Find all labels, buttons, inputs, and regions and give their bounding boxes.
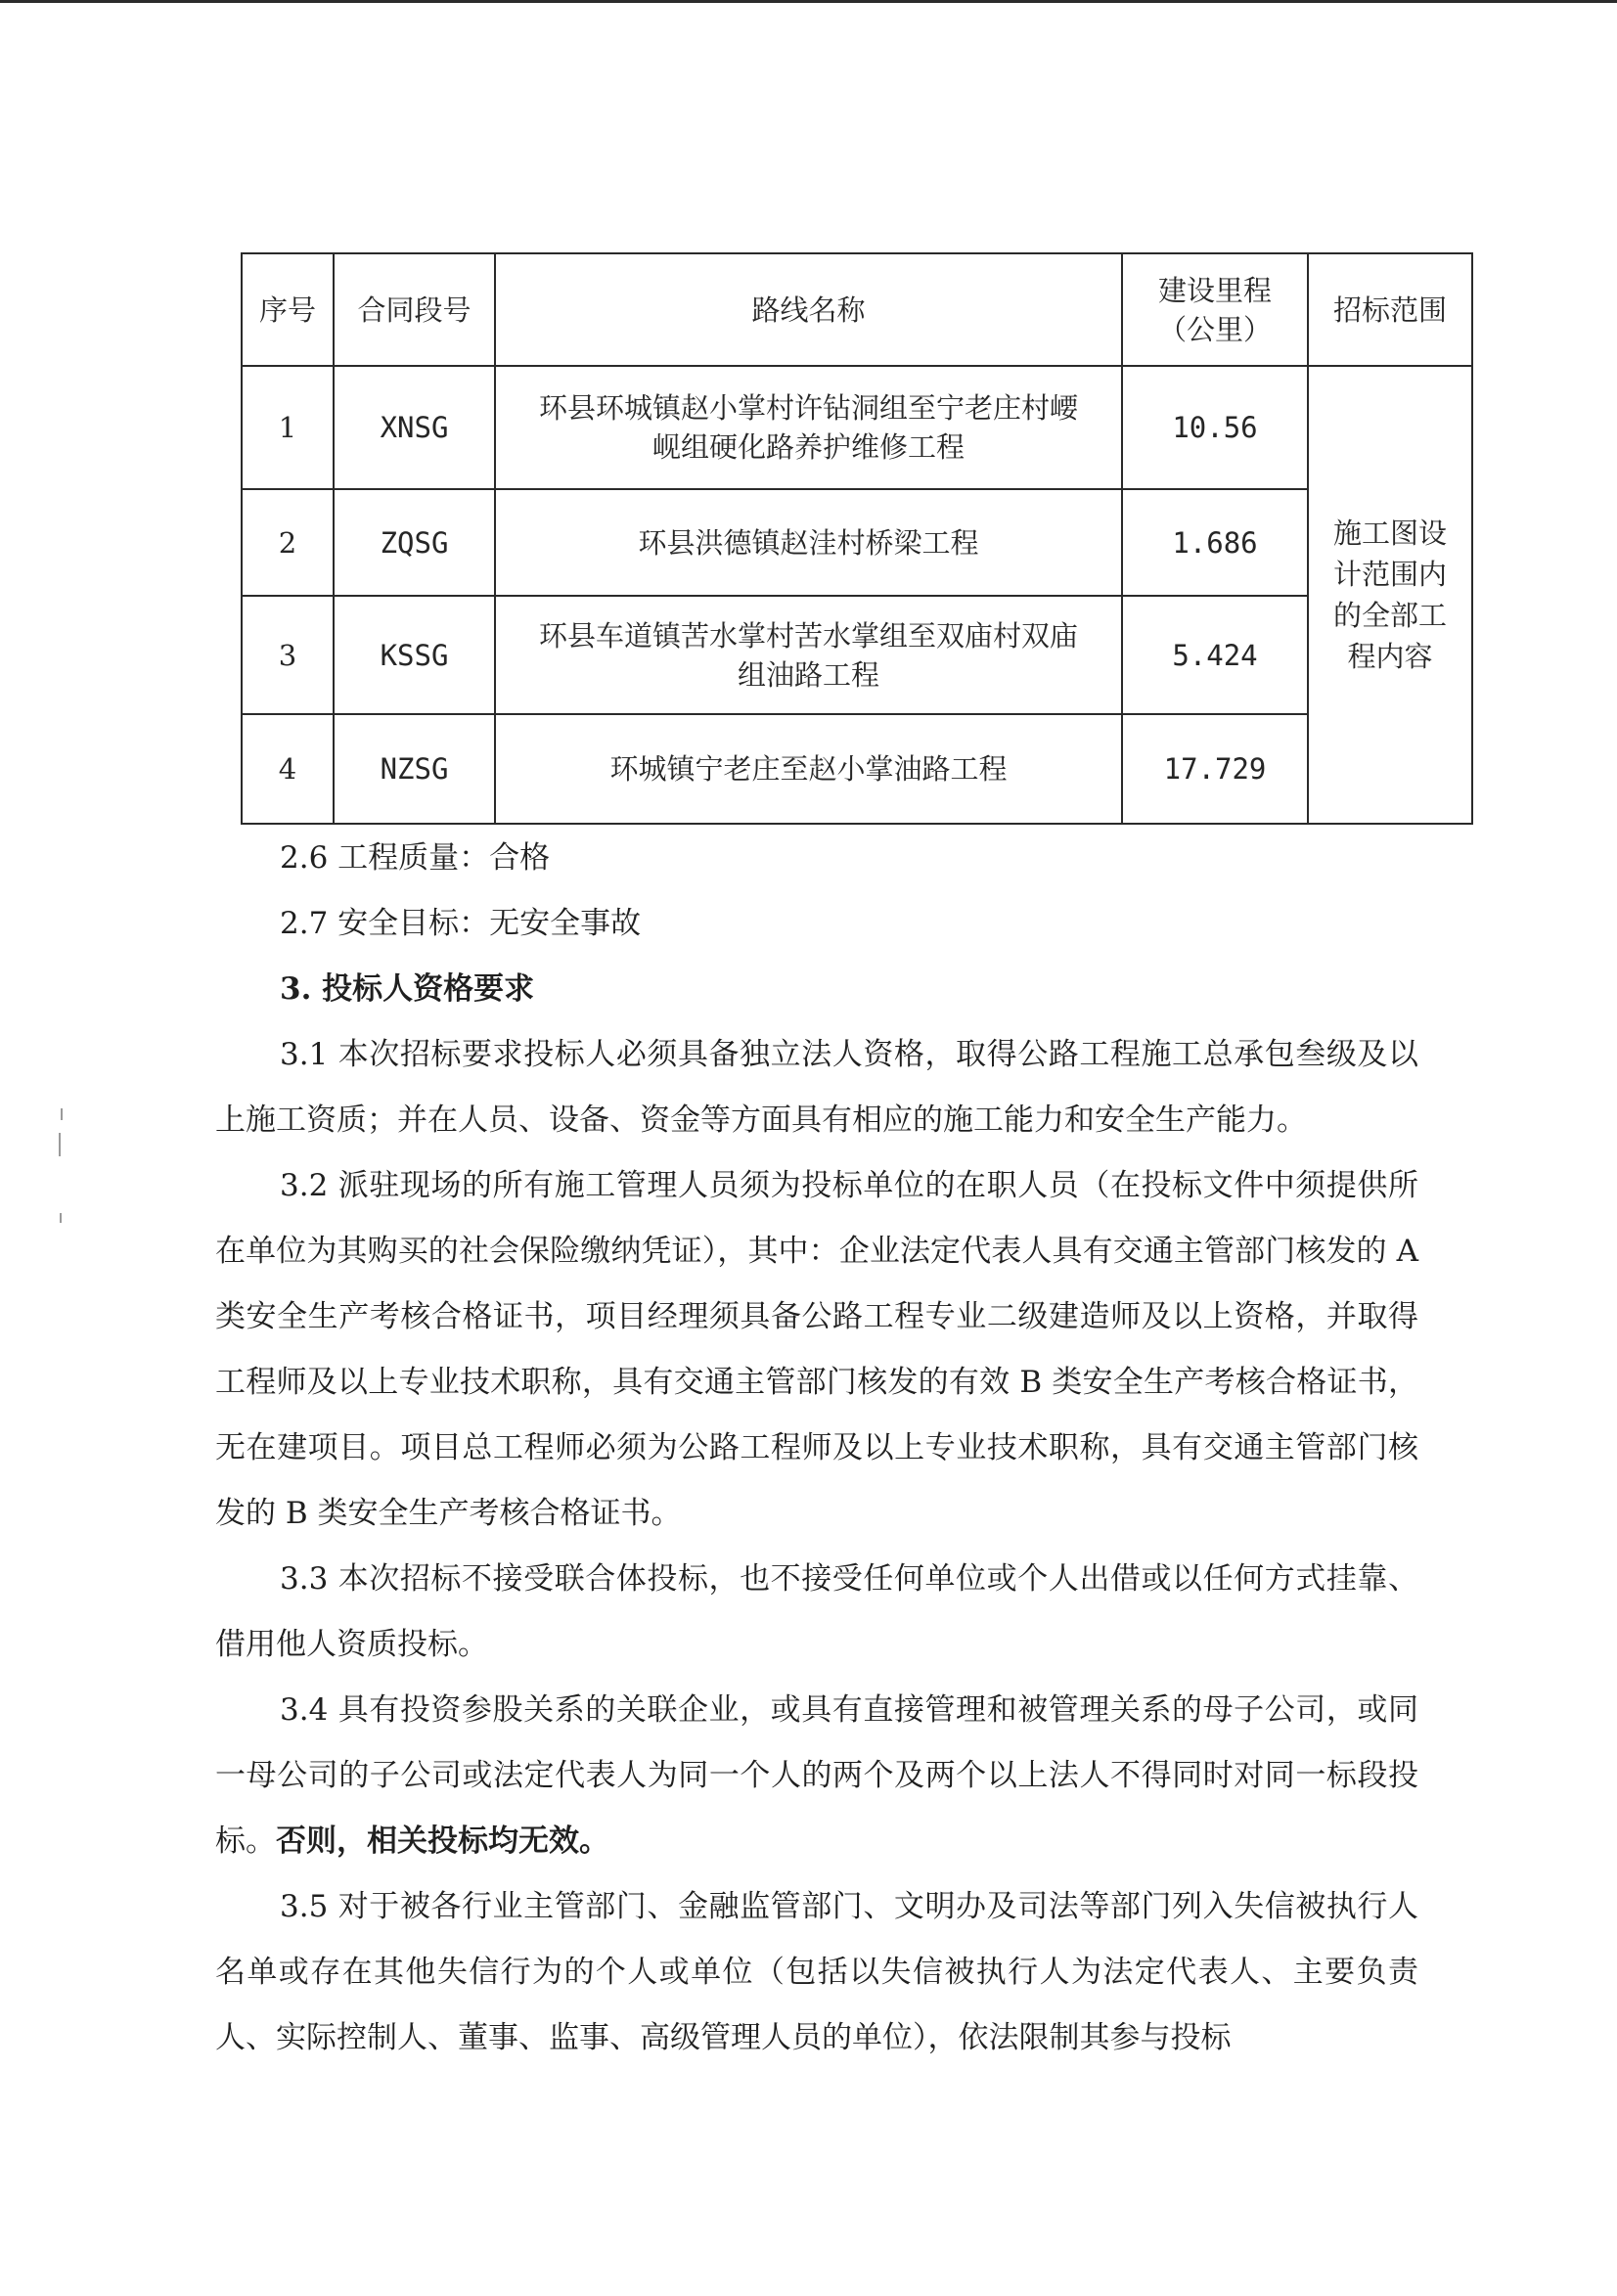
cell-route bbox=[495, 714, 1122, 824]
body-text bbox=[215, 826, 1418, 2071]
header-mileage bbox=[1122, 253, 1308, 366]
cell-route bbox=[495, 366, 1122, 489]
cell-contract: NZSG bbox=[334, 714, 495, 824]
route-line: 环城镇宁老庄至赵小掌油路工程 bbox=[609, 752, 1008, 786]
header-seq: 序号 bbox=[242, 253, 334, 366]
table-row bbox=[242, 489, 1472, 596]
paragraph-3-4 bbox=[215, 1678, 1418, 1874]
cell-mileage: 17.729 bbox=[1122, 714, 1308, 824]
cell-seq: 3 bbox=[242, 596, 334, 714]
cell-contract: ZQSG bbox=[334, 489, 495, 596]
table-row bbox=[242, 714, 1472, 824]
route-line: 环县洪德镇赵洼村桥梁工程 bbox=[638, 525, 979, 560]
cell-route bbox=[495, 489, 1122, 596]
header-route: 路线名称 bbox=[495, 253, 1122, 366]
margin-mark bbox=[60, 1213, 62, 1223]
scan-top-edge bbox=[0, 0, 1617, 3]
header-mileage-line2: （公里） bbox=[1157, 312, 1272, 346]
margin-mark bbox=[61, 1108, 63, 1120]
table-row bbox=[242, 596, 1472, 714]
route-line: 组油路工程 bbox=[737, 657, 879, 692]
header-contract: 合同段号 bbox=[334, 253, 495, 366]
paragraph-2-7: 2.7 安全目标：无安全事故 bbox=[280, 906, 642, 941]
scope-line: 程内容 bbox=[1347, 640, 1433, 673]
paragraph-3-1: 3.1 本次招标要求投标人必须具备独立法人资格，取得公路工程施工总承包叁级及以上施工资质；并在人员、设备、资金等方面具有相应的施工能力和安全生产能力。 bbox=[215, 1037, 1418, 1138]
route-line: 环县车道镇苦水掌村苦水掌组至双庙村双庙 bbox=[538, 618, 1078, 653]
bid-sections-table bbox=[241, 252, 1473, 825]
paragraph-3-5: 3.5 对于被各行业主管部门、金融监管部门、文明办及司法等部门列入失信被执行人名单或存在其他失信行为的个人或单位（包括以失信被执行人为法定代表人、主要负责人、实际控制人、董事、监事、高级管理人员的单位），依法限制其参与投标 bbox=[215, 1889, 1418, 2055]
route-line: 环县环城镇赵小掌村许钻洞组至宁老庄村崾 bbox=[538, 391, 1078, 425]
paragraph-3-3: 3.3 本次招标不接受联合体投标，也不接受任何单位或个人出借或以任何方式挂靠、借用他人资质投标。 bbox=[215, 1561, 1418, 1662]
table-header-row bbox=[242, 253, 1472, 366]
cell-scope bbox=[1308, 366, 1472, 824]
paragraph-2-6: 2.6 工程质量：合格 bbox=[280, 840, 551, 876]
cell-mileage: 10.56 bbox=[1122, 366, 1308, 489]
cell-seq: 1 bbox=[242, 366, 334, 489]
cell-contract: KSSG bbox=[334, 596, 495, 714]
cell-mileage: 5.424 bbox=[1122, 596, 1308, 714]
route-line: 岘组硬化路养护维修工程 bbox=[651, 430, 965, 464]
cell-route bbox=[495, 596, 1122, 714]
scope-line: 计范围内 bbox=[1332, 558, 1447, 591]
cell-mileage: 1.686 bbox=[1122, 489, 1308, 596]
section-heading-3: 3. 投标人资格要求 bbox=[280, 971, 535, 1007]
cell-seq: 2 bbox=[242, 489, 334, 596]
paragraph-3-4-main: 3.4 具有投资参股关系的关联企业，或具有直接管理和被管理关系的母子公司，或同一母公司的子公司或法定代表人为同一个人的两个及两个以上法人不得同时对同一标段投标。 bbox=[215, 1692, 1418, 1859]
header-mileage-line1: 建设里程 bbox=[1157, 273, 1272, 307]
margin-mark bbox=[59, 1133, 61, 1156]
header-scope: 招标范围 bbox=[1308, 253, 1472, 366]
paragraph-3-4-emphasis: 否则，相关投标均无效。 bbox=[276, 1823, 609, 1859]
scope-line: 的全部工 bbox=[1332, 599, 1447, 632]
cell-contract: XNSG bbox=[334, 366, 495, 489]
table-row bbox=[242, 366, 1472, 489]
scope-line: 施工图设 bbox=[1332, 517, 1447, 550]
cell-seq: 4 bbox=[242, 714, 334, 824]
paragraph-3-2: 3.2 派驻现场的所有施工管理人员须为投标单位的在职人员（在投标文件中须提供所在单位为其购买的社会保险缴纳凭证），其中：企业法定代表人具有交通主管部门核发的 A 类安全生产考核合格证书，项目经理须具备公路工程专业二级建造师及以上资格，并取得工程师及以上专业技术职称，具有交通主管部门核发的有效 B 类安全生产考核合格证书，无在建项目。项目总工程师必须为公路工程师及以上专业技术职称，具有交通主管部门核发的 B 类安全生产考核合格证书。 bbox=[215, 1168, 1418, 1531]
